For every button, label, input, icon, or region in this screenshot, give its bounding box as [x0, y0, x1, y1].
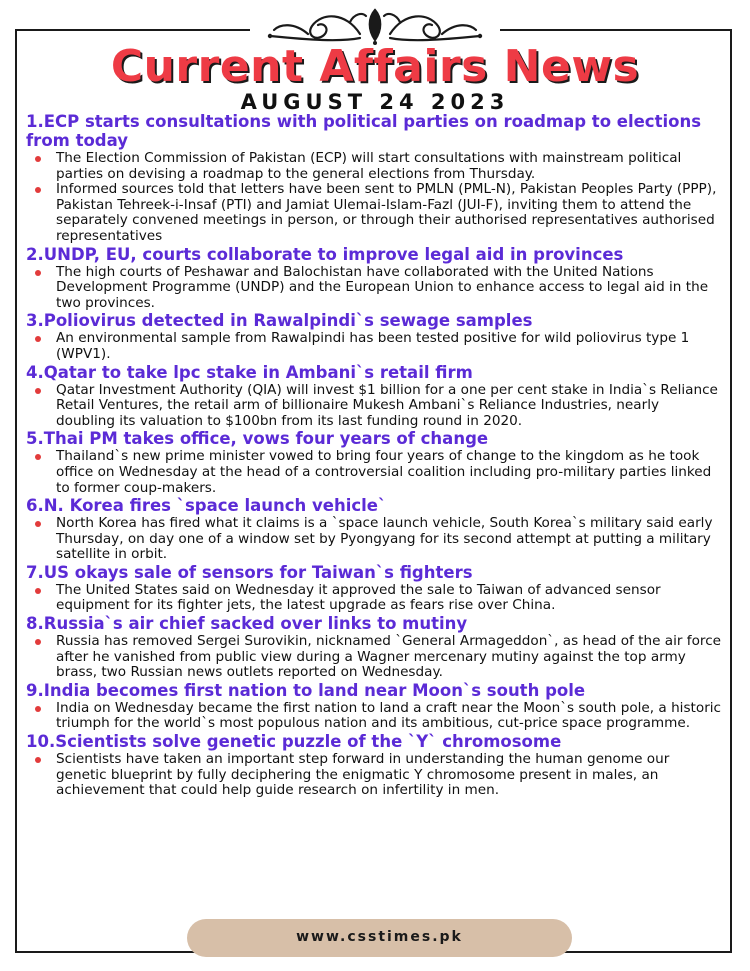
news-item: [26, 496, 722, 563]
news-bullets: [26, 383, 722, 430]
bullet-dot-icon: [35, 270, 41, 276]
news-item: [26, 245, 722, 312]
issue-date: AUGUST 24 2023: [240, 90, 510, 114]
news-item: [26, 429, 722, 496]
bullet-text: Informed sources told that letters have been sent to PMLN (PML-N), Pakistan Peoples Party (PPP), Pakistan Tehreek-i-Insaf (PTI) and Jamiat Ulemai-Islam-Fazl (JUI-F), inviting them to attend the separately convened meetings in person, or through their authorised representatives authorised representatives: [56, 181, 717, 244]
news-bullet: [26, 182, 722, 244]
bullet-dot-icon: [35, 187, 41, 193]
news-bullet: [26, 265, 722, 312]
news-heading: 8.Russia`s air chief sacked over links to mutiny: [26, 614, 468, 634]
news-bullet: [26, 151, 722, 182]
bullet-text: The Election Commission of Pakistan (ECP) will start consultations with mainstream political parties on devising a roadmap to the general elections from Thursday.: [56, 150, 682, 182]
news-heading: 3.Poliovirus detected in Rawalpindi`s sewage samples: [26, 311, 533, 331]
news-bullets: [26, 151, 722, 245]
bullet-dot-icon: [35, 336, 41, 342]
news-bullets: [26, 516, 722, 563]
news-heading: 5.Thai PM takes office, vows four years of change: [26, 429, 489, 449]
news-bullet: [26, 701, 722, 732]
bullet-dot-icon: [35, 588, 41, 594]
news-bullet: [26, 331, 722, 362]
news-item: [26, 563, 722, 614]
bullet-text: Qatar Investment Authority (QIA) will invest $1 billion for a one per cent stake in India`s Reliance Retail Ventures, the retail arm of billionaire Mukesh Ambani`s Reliance Industries, nearly doubling its valuation to $100bn from its last funding round in 2020.: [56, 381, 718, 429]
news-bullet: [26, 516, 722, 563]
news-bullets: [26, 331, 722, 362]
news-heading: 2.UNDP, EU, courts collaborate to improve legal aid in provinces: [26, 244, 624, 264]
bullet-dot-icon: [35, 521, 41, 527]
news-bullets: [26, 583, 722, 614]
news-bullet: [26, 752, 722, 799]
news-item: [26, 614, 722, 681]
news-bullet: [26, 383, 722, 430]
news-bullets: [26, 752, 722, 799]
news-heading: 1.ECP starts consultations with political parties on roadmap to elections from today: [26, 112, 702, 150]
bullet-text: An environmental sample from Rawalpindi has been tested positive for wild poliovirus type 1 (WPV1).: [56, 330, 690, 362]
news-item: [26, 112, 722, 245]
bullet-text: Russia has removed Sergei Surovikin, nicknamed `General Armageddon`, as head of the air force after he vanished from public view during a Wagner mercenary mutiny against the top army brass, two Russian news outlets reported on Wednesday.: [56, 633, 722, 681]
bullet-text: The high courts of Peshawar and Balochistan have collaborated with the United Nations Development Programme (UNDP) and the European Union to enhance access to legal aid in the two provinces.: [56, 263, 709, 311]
news-bullets: [26, 449, 722, 496]
news-heading: 6.N. Korea fires `space launch vehicle`: [26, 496, 387, 516]
news-item: [26, 311, 722, 362]
news-bullets: [26, 634, 722, 681]
news-bullet: [26, 634, 722, 681]
bullet-text: The United States said on Wednesday it approved the sale to Taiwan of advanced sensor equipment for its fighter jets, the latest upgrade as fears rise over China.: [56, 581, 661, 614]
bullet-text: North Korea has fired what it claims is a `space launch vehicle, South Korea`s military said early Thursday, on day one of a window set by Pyongyang for its second attempt at putting a military satellite in orbit.: [56, 515, 713, 563]
news-bullet: [26, 449, 722, 496]
bullet-dot-icon: [35, 454, 41, 460]
news-item: [26, 681, 722, 732]
news-item: [26, 363, 722, 430]
news-heading: 9.India becomes first nation to land near Moon`s south pole: [26, 680, 586, 700]
page-title: Current Affairs News: [110, 41, 640, 92]
news-bullets: [26, 701, 722, 732]
news-item: [26, 732, 722, 799]
news-list: [26, 112, 722, 799]
footer-website-link[interactable]: www.csstimes.pk: [296, 929, 463, 945]
footer-website-badge: [187, 919, 572, 957]
news-heading: 7.US okays sale of sensors for Taiwan`s fighters: [26, 562, 473, 582]
flourish-ornament-icon: [250, 4, 500, 46]
bullet-text: Thailand`s new prime minister vowed to bring four years of change to the kingdom as he took office on Wednesday at the head of a controversial coalition including pro-military parties linked to former coup-makers.: [56, 448, 712, 496]
bullet-dot-icon: [35, 388, 41, 394]
news-bullets: [26, 265, 722, 312]
bullet-dot-icon: [35, 757, 41, 763]
bullet-dot-icon: [35, 706, 41, 712]
bullet-text: India on Wednesday became the first nation to land a craft near the Moon`s south pole, a historic triumph for the world`s most populous nation and its ambitious, cut-price space programme.: [56, 699, 722, 732]
bullet-text: Scientists have taken an important step forward in understanding the human genome our genetic blueprint by fully deciphering the enigmatic Y chromosome present in males, an achievement that could help guide research on infertility in men.: [56, 751, 670, 799]
news-bullet: [26, 583, 722, 614]
bullet-dot-icon: [35, 156, 41, 162]
news-heading: 10.Scientists solve genetic puzzle of the `Y` chromosome: [26, 732, 562, 752]
bullet-dot-icon: [35, 639, 41, 645]
news-heading: 4.Qatar to take lpc stake in Ambani`s retail firm: [26, 362, 473, 382]
